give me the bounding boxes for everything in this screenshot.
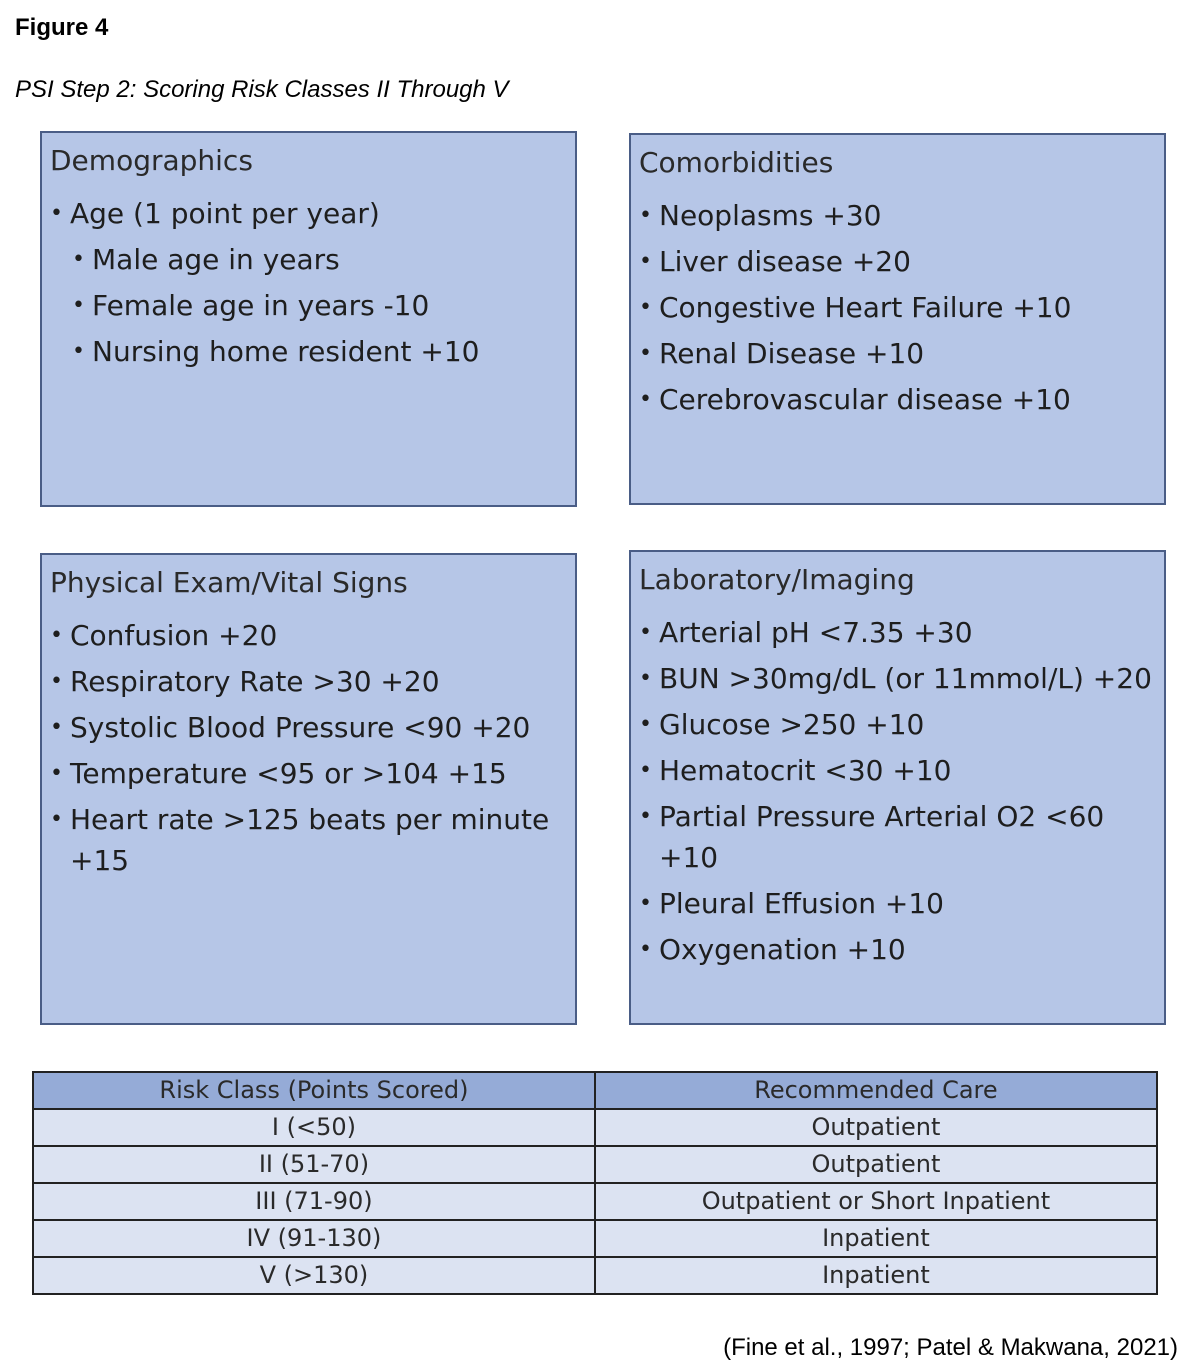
- table-row: [33, 1146, 1157, 1183]
- risk-class-table: [32, 1071, 1158, 1295]
- comorbidities-item: • Liver disease +20: [639, 241, 1164, 282]
- demographics-item-female: • Female age in years -10: [72, 285, 575, 326]
- demographics-item-age: • Age (1 point per year): [50, 193, 575, 234]
- table-row: [33, 1183, 1157, 1220]
- recommended-care-cell: Outpatient: [595, 1109, 1157, 1146]
- comorbidities-heading: Comorbidities: [639, 146, 834, 179]
- risk-class-header: Risk Class (Points Scored): [33, 1072, 595, 1109]
- laboratory-list: [639, 612, 1164, 970]
- laboratory-item: • BUN >30mg/dL (or 11mmol/L) +20: [639, 658, 1164, 699]
- demographics-list: [50, 193, 575, 372]
- comorbidities-item: • Congestive Heart Failure +10: [639, 287, 1164, 328]
- laboratory-item: • Pleural Effusion +10: [639, 883, 1164, 924]
- physical-exam-item: • Temperature <95 or >104 +15: [50, 753, 575, 794]
- physical-exam-heading: Physical Exam/Vital Signs: [50, 566, 408, 599]
- recommended-care-cell: Outpatient: [595, 1146, 1157, 1183]
- recommended-care-cell: Inpatient: [595, 1220, 1157, 1257]
- table-row: [33, 1109, 1157, 1146]
- recommended-care-header: Recommended Care: [595, 1072, 1157, 1109]
- risk-class-cell: III (71-90): [33, 1183, 595, 1220]
- laboratory-item: • Glucose >250 +10: [639, 704, 1164, 745]
- figure-title: PSI Step 2: Scoring Risk Classes II Through V: [15, 76, 509, 103]
- demographics-heading: Demographics: [50, 144, 253, 177]
- demographics-box: [40, 131, 577, 507]
- recommended-care-cell: Outpatient or Short Inpatient: [595, 1183, 1157, 1220]
- laboratory-item: • Partial Pressure Arterial O2 <60 +10: [639, 796, 1164, 878]
- table-header-row: [33, 1072, 1157, 1109]
- comorbidities-item: • Renal Disease +10: [639, 333, 1164, 374]
- table-row: [33, 1220, 1157, 1257]
- demographics-item-nursing-home: • Nursing home resident +10: [72, 331, 575, 372]
- physical-exam-item: • Systolic Blood Pressure <90 +20: [50, 707, 575, 748]
- risk-class-cell: IV (91-130): [33, 1220, 595, 1257]
- risk-class-cell: I (<50): [33, 1109, 595, 1146]
- risk-class-cell: V (>130): [33, 1257, 595, 1294]
- citation: (Fine et al., 1997; Patel & Makwana, 2021): [723, 1334, 1178, 1361]
- comorbidities-list: [639, 195, 1164, 420]
- laboratory-item: • Oxygenation +10: [639, 929, 1164, 970]
- risk-class-cell: II (51-70): [33, 1146, 595, 1183]
- laboratory-item: • Hematocrit <30 +10: [639, 750, 1164, 791]
- comorbidities-box: [629, 133, 1166, 505]
- figure-label: Figure 4: [15, 14, 109, 41]
- physical-exam-box: [40, 553, 577, 1025]
- recommended-care-cell: Inpatient: [595, 1257, 1157, 1294]
- laboratory-item: • Arterial pH <7.35 +30: [639, 612, 1164, 653]
- physical-exam-item: • Confusion +20: [50, 615, 575, 656]
- comorbidities-item: • Neoplasms +30: [639, 195, 1164, 236]
- physical-exam-item: • Heart rate >125 beats per minute +15: [50, 799, 575, 881]
- physical-exam-item: • Respiratory Rate >30 +20: [50, 661, 575, 702]
- table-row: [33, 1257, 1157, 1294]
- laboratory-box: [629, 550, 1166, 1025]
- demographics-item-male: • Male age in years: [72, 239, 575, 280]
- laboratory-heading: Laboratory/Imaging: [639, 563, 915, 596]
- physical-exam-list: [50, 615, 575, 881]
- comorbidities-item: • Cerebrovascular disease +10: [639, 379, 1164, 420]
